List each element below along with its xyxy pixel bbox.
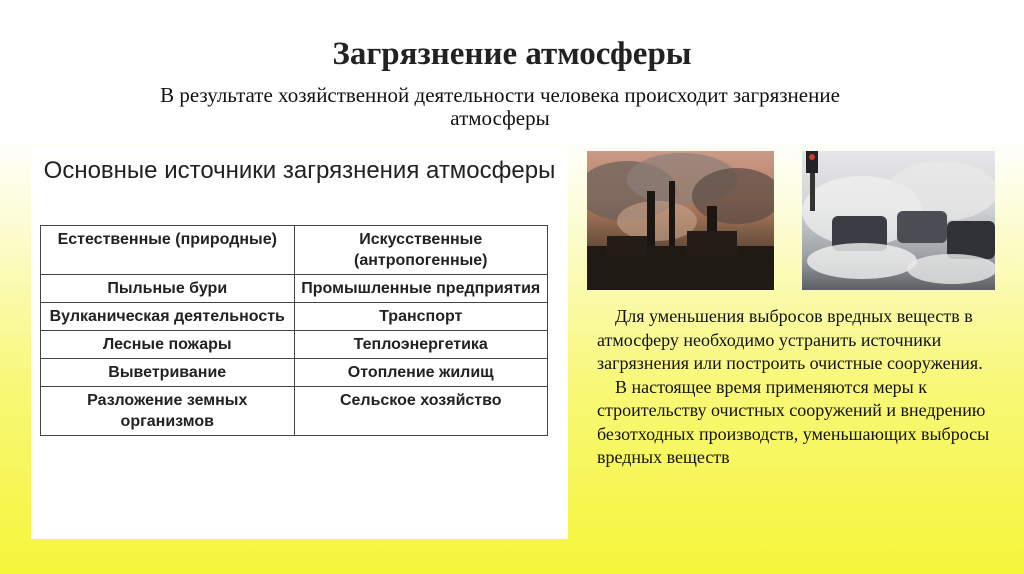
page-title: Загрязнение атмосферы bbox=[332, 36, 692, 72]
table-cell: Лесные пожары bbox=[41, 331, 295, 359]
table-cell: Транспорт bbox=[294, 303, 548, 331]
table-cell: Пыльные бури bbox=[41, 275, 295, 303]
column-header-natural: Естественные (природные) bbox=[41, 226, 295, 275]
sources-table bbox=[40, 225, 548, 436]
table-cell: Отопление жилищ bbox=[294, 359, 548, 387]
table-cell: Теплоэнергетика bbox=[294, 331, 548, 359]
note-paragraph: В настоящее время применяются меры к строительству очистных сооружений и внедрению безотходных производств, уменьшающих выбросы вредных веществ bbox=[597, 376, 990, 467]
car-exhaust-photo bbox=[802, 151, 995, 290]
table-row bbox=[41, 275, 548, 303]
note-paragraph: Для уменьшения выбросов вредных веществ в атмосферу необходимо устранить источники загрязнения или построить очистные сооружения. bbox=[597, 306, 983, 373]
table-cell: Разложение земных организмов bbox=[41, 387, 295, 436]
table-row bbox=[41, 303, 548, 331]
sources-panel-title: Основные источники загрязнения атмосферы bbox=[43, 157, 556, 184]
table-row bbox=[41, 331, 548, 359]
table-header-row bbox=[41, 226, 548, 275]
table-cell: Сельское хозяйство bbox=[294, 387, 548, 436]
table-cell: Выветривание bbox=[41, 359, 295, 387]
table-cell: Промышленные предприятия bbox=[294, 275, 548, 303]
page-subtitle: В результате хозяйственной деятельности человека происходит загрязнение атмосферы bbox=[160, 83, 840, 130]
table-row bbox=[41, 359, 548, 387]
table-row bbox=[41, 387, 548, 436]
column-header-anthropogenic: Искусственные (антропогенные) bbox=[294, 226, 548, 275]
table-cell: Вулканическая деятельность bbox=[41, 303, 295, 331]
sources-panel bbox=[31, 149, 568, 539]
factory-smoke-photo bbox=[587, 151, 774, 290]
reduction-measures-note bbox=[597, 305, 997, 470]
